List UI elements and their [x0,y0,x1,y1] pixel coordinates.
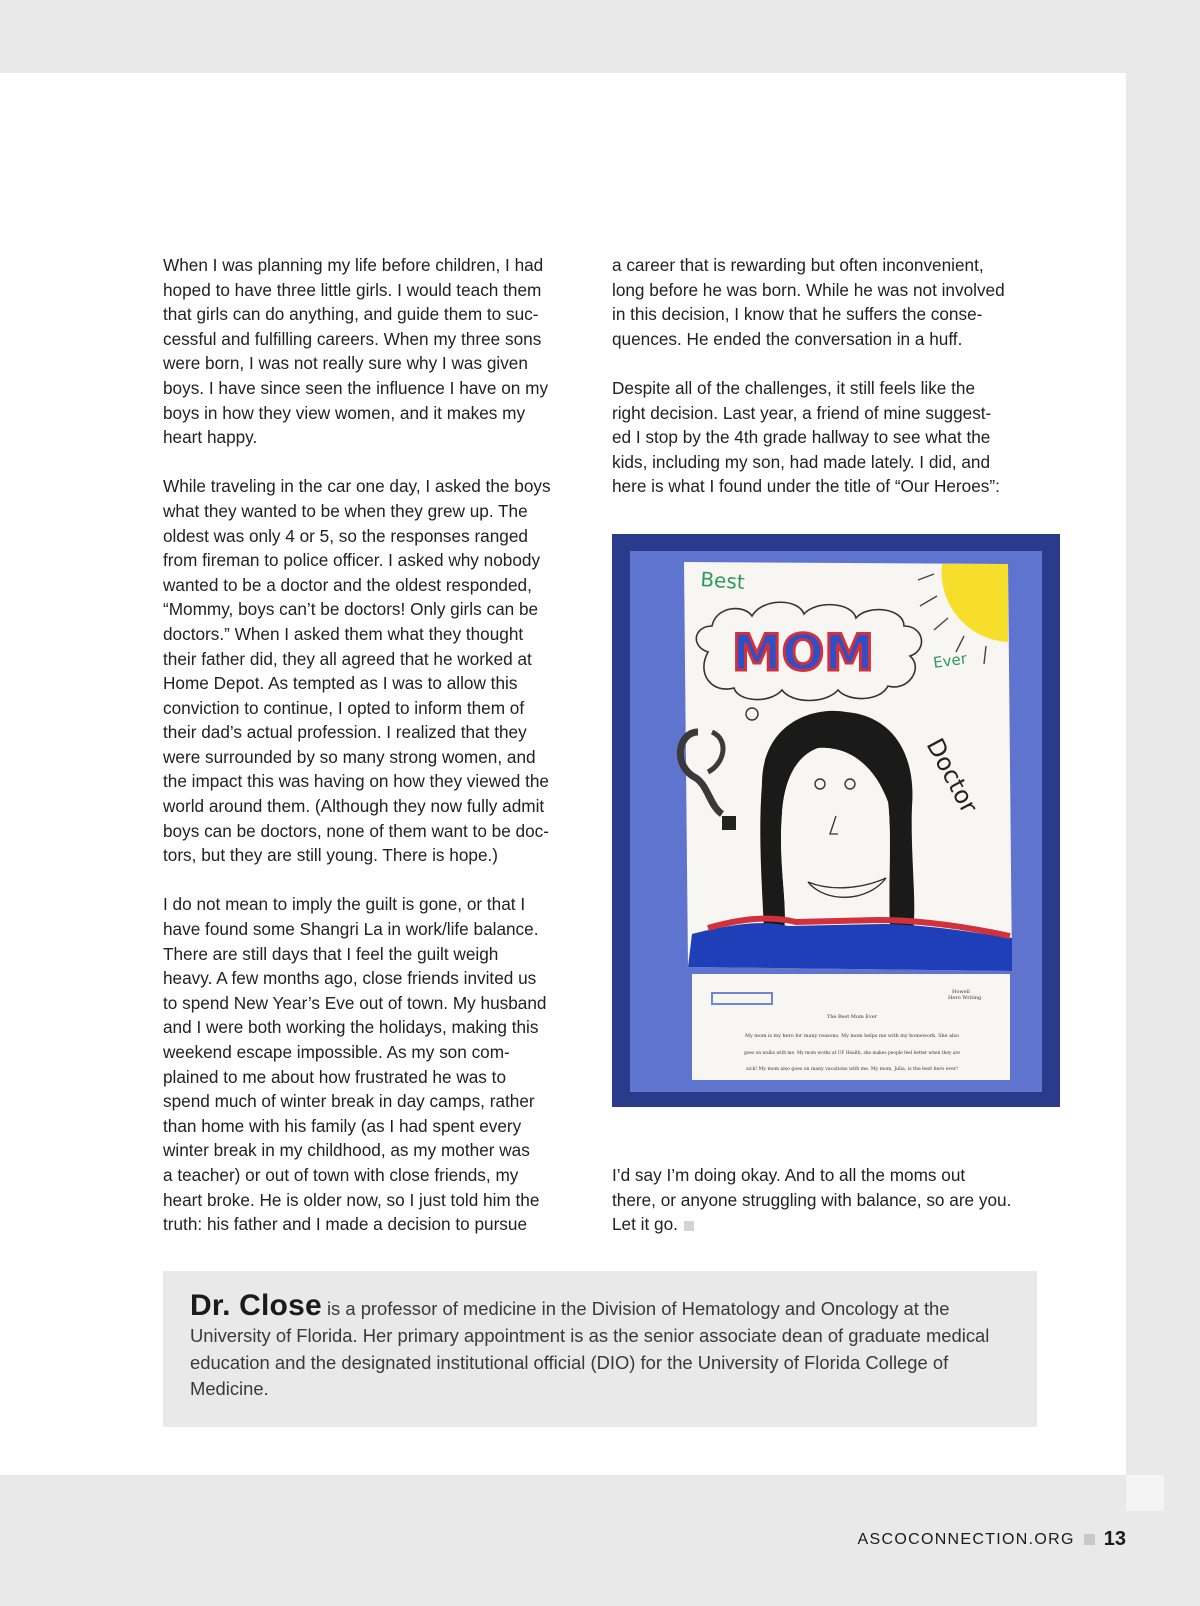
stethoscope-chestpiece [722,816,736,830]
paragraph-planning-line: boys in how they view women, and it makes my [163,402,526,423]
paragraph-car-ride-line: what they wanted to be when they grew up. The [163,500,528,521]
paragraph-career-line: in this decision, I know that he suffers the conse- [612,304,983,325]
paragraph-car-ride-line: oldest was only 4 or 5, so the responses ranged [163,525,528,546]
drawing-illustration [612,534,1060,1107]
footer-divider-square [1084,1534,1095,1545]
paragraph-planning-line: heart happy. [163,427,258,448]
paragraph-planning-line: that girls can do anything, and guide them to suc- [163,304,539,325]
paragraph-car-ride-line: were surrounded by so many strong women, and [163,746,536,767]
paragraph-closing-line: I’d say I’m doing okay. And to all the moms out [612,1165,966,1185]
corner-tab [1126,1475,1164,1511]
paragraph-guilt-line: and I were both working the holidays, making this [163,1017,539,1038]
childs-drawing-photo [612,534,1060,1107]
end-of-article-mark [684,1221,694,1231]
drawing-ever-text: Ever [932,649,968,672]
paragraph-planning-line: When I was planning my life before children, I had [163,255,544,275]
paragraph-our-heroes-line: right decision. Last year, a friend of mine suggest- [612,402,992,423]
author-bio [190,1289,990,1403]
paragraph-closing [612,1163,1052,1237]
paragraph-car-ride-line: conviction to continue, I opted to inform them of [163,697,525,718]
paragraph-guilt-line: heavy. A few months ago, close friends invited us [163,968,537,989]
paragraph-car-ride-line: the impact this was having on how they viewed the [163,771,549,792]
paragraph-guilt-line: I do not mean to imply the guilt is gone, or that I [163,894,526,915]
paragraph-closing-line: there, or anyone struggling with balance, so are you. [612,1189,1012,1210]
paragraph-guilt-line: have found some Shangri La in work/life balance. [163,919,539,940]
paragraph-car-ride-line: While traveling in the car one day, I asked the boys [163,476,551,497]
paragraph-guilt-line: heart broke. He is older now, so I just told him the [163,1189,540,1210]
paragraph-career-line: a career that is rewarding but often inconvenient, [612,255,984,275]
article-right-column [612,253,1037,499]
caption-line-2: goes on walks with me. My mom works at UF Health, she makes people feel better when they are [744,1051,961,1056]
paragraph-car-ride-line: Home Depot. As tempted as I was to allow this [163,673,518,694]
paragraph-career-line: long before he was born. While he was not involved [612,279,1005,300]
paragraph-guilt-line: a teacher) or out of town with close friends, my [163,1164,519,1185]
drawing-best-text: Best [699,567,746,595]
paragraph-our-heroes-line: Despite all of the challenges, it still feels like the [612,377,976,398]
paragraph-planning [163,253,586,450]
paragraph-career-line: quences. He ended the conversation in a huff. [612,328,963,349]
author-bio-text: is a professor of medicine in the Division of Hematology and Oncology at the University of Florida. Her primary appointment is as the senior associate dean of graduate medical education and the designated institutional official (DIO) for the University of Florida College of Medicine. [190,1298,990,1400]
paragraph-planning-line: cessful and fulfilling careers. When my three sons [163,328,542,349]
caption-header-class: Hero Writing [948,995,982,1001]
paragraph-car-ride [163,474,586,868]
face [781,748,890,932]
paragraph-planning-line: were born, I was not really sure why I was given [163,353,528,374]
paragraph-guilt-line: There are still days that I feel the guilt weigh [163,943,499,964]
page-number: 13 [1103,1528,1126,1550]
caption-line-3: sick! My mom also goes on many vacations with me. My mom, Julia, is the best hero ever! [746,1067,959,1072]
paragraph-car-ride-line: world around them. (Although they now fully admit [163,796,545,817]
page-footer [858,1528,1126,1551]
paragraph-our-heroes [612,376,1037,499]
paragraph-guilt-line: weekend escape impossible. As my son com- [163,1042,510,1062]
paragraph-car-ride-line: tors, but they are still young. There is hope.) [163,845,499,866]
paragraph-our-heroes-line: kids, including my son, had made lately. I did, and [612,451,991,472]
article-left-column [163,253,586,1237]
paragraph-planning-line: hoped to have three little girls. I would teach them [163,279,542,300]
drawing-mom-text: MOM [732,624,875,682]
caption-title: The Best Mom Ever [826,1014,878,1020]
paragraph-guilt [163,892,586,1236]
paragraph-guilt-line: plained to me about how frustrated he was to [163,1066,507,1087]
paragraph-car-ride-line: doctors.” When I asked them what they thought [163,623,524,644]
paragraph-guilt-line: winter break in my childhood, as my mother was [163,1140,530,1161]
paragraph-car-ride-line: “Mommy, boys can’t be doctors! Only girls can be [163,599,539,620]
paragraph-planning-line: boys. I have since seen the influence I have on my [163,377,549,398]
author-bio-box [163,1271,1037,1427]
drawing-mom-word [732,624,874,682]
footer-site-link[interactable]: ASCOCONNECTION.ORG [857,1530,1075,1548]
caption-line-1: My mom is my hero for many reasons. My mom helps me with my homework. She also [745,1034,960,1039]
paragraph-guilt-line: than home with his family (as I had spent every [163,1115,522,1136]
drawing-doctor-text: Doctor [920,733,984,818]
paragraph-guilt-line: truth: his father and I made a decision to pursue [163,1214,528,1235]
paragraph-our-heroes-line: here is what I found under the title of “Our Heroes”: [612,476,1000,497]
paragraph-car-ride-line: their dad’s actual profession. I realized that they [163,722,527,743]
paragraph-career [612,253,1037,351]
paragraph-car-ride-line: boys can be doctors, none of them want to be doc- [163,820,549,841]
caption-header-name: Howell [952,989,970,995]
paragraph-guilt-line: spend much of winter break in day camps, rather [163,1091,535,1112]
paragraph-our-heroes-line: ed I stop by the 4th grade hallway to see what the [612,427,991,448]
paragraph-guilt-line: to spend New Year’s Eve out of town. My husband [163,992,547,1013]
paragraph-closing-line: Let it go. [612,1212,1052,1237]
paragraph-car-ride-line: from fireman to police officer. I asked why nobody [163,550,541,571]
author-name: Dr. Close [190,1289,322,1322]
paragraph-car-ride-line: wanted to be a doctor and the oldest responded, [163,574,532,595]
paragraph-car-ride-line: their father did, they all agreed that he worked at [163,648,532,669]
